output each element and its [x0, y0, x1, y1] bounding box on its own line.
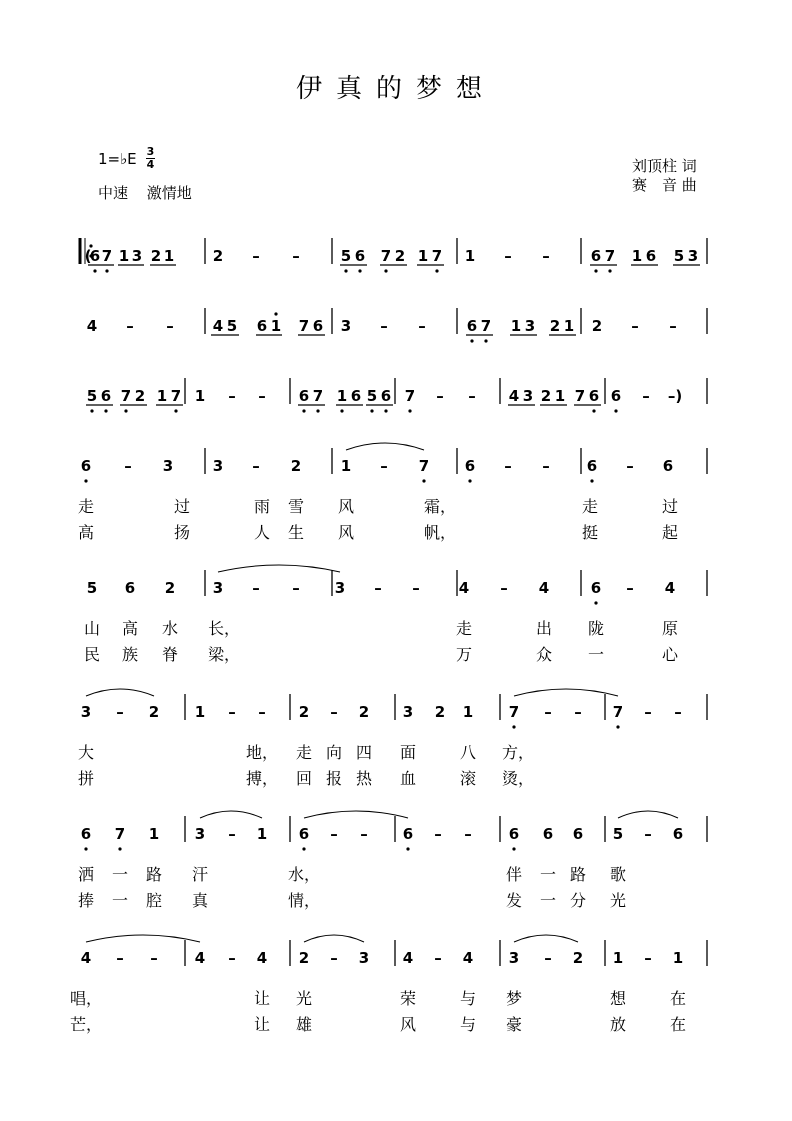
octave-dot	[512, 847, 515, 850]
note: 6	[100, 387, 112, 405]
note: 6	[466, 317, 478, 335]
octave-dot	[274, 312, 277, 315]
note: 6	[89, 247, 101, 265]
note: –	[434, 825, 442, 843]
note: –	[150, 949, 158, 967]
note: 7	[612, 703, 624, 721]
tie-arc	[304, 935, 364, 942]
note: 7	[574, 387, 586, 405]
note: 6	[256, 317, 268, 335]
note: 3	[212, 457, 224, 475]
note: –	[644, 825, 652, 843]
lyric-syllable: 汗	[191, 865, 209, 884]
note: 6	[298, 825, 310, 843]
lyric-syllable: 脊	[161, 645, 179, 664]
note: 6	[542, 825, 554, 843]
lyric-syllable: 真	[191, 891, 209, 910]
note: 7	[404, 387, 416, 405]
lyric-syllable: 方，	[501, 743, 535, 762]
note: –	[644, 949, 652, 967]
lyric-syllable: 众	[535, 645, 553, 664]
lyric-syllable: 捧	[77, 891, 95, 910]
note: 7	[508, 703, 520, 721]
note: 7	[380, 247, 392, 265]
tie-arc	[514, 689, 618, 696]
octave-dot	[84, 847, 87, 850]
octave-dot	[614, 409, 617, 412]
lyric-syllable: 唱，	[69, 989, 103, 1008]
note: 2	[290, 457, 302, 475]
note: –	[228, 703, 236, 721]
lyric-syllable: 一	[587, 645, 605, 664]
lyric-syllable: 陇	[587, 619, 605, 638]
note: (	[84, 247, 92, 265]
note: 2	[298, 949, 310, 967]
note: 5	[226, 317, 238, 335]
note: 2	[212, 247, 224, 265]
note: –	[126, 317, 134, 335]
lyric-syllable: 人	[253, 523, 271, 542]
octave-dot	[406, 847, 409, 850]
lyric-syllable: 走	[77, 497, 95, 516]
note: 3	[80, 703, 92, 721]
note: 7	[418, 457, 430, 475]
note: 1	[194, 703, 206, 721]
note: –	[116, 949, 124, 967]
note: –	[644, 703, 652, 721]
note: 6	[464, 457, 476, 475]
note: 5	[340, 247, 352, 265]
octave-dot	[358, 269, 361, 272]
tie-arc	[618, 811, 678, 818]
octave-dot	[435, 269, 438, 272]
lyric-syllable: 走	[295, 743, 313, 762]
note: –	[292, 579, 300, 597]
note: 6	[298, 387, 310, 405]
lyric-syllable: 热	[355, 769, 373, 788]
octave-dot	[316, 409, 319, 412]
octave-dot	[470, 339, 473, 342]
lyric-syllable: 地，	[245, 743, 279, 762]
lyric-syllable: 雄	[295, 1015, 313, 1034]
note: –	[500, 579, 508, 597]
octave-dot	[512, 725, 515, 728]
composer-credit: 赛 音 曲	[632, 176, 697, 194]
octave-dot	[104, 409, 107, 412]
note: 7	[114, 825, 126, 843]
note: 1	[612, 949, 624, 967]
octave-dot	[616, 725, 619, 728]
octave-dot	[93, 269, 96, 272]
lyric-syllable: 族	[121, 645, 139, 664]
lyric-syllable: 发	[505, 891, 523, 910]
note: 4	[462, 949, 474, 967]
lyric-syllable: 一	[111, 865, 129, 884]
lyric-syllable: 伴	[505, 865, 523, 884]
lyric-syllable: 起	[661, 523, 679, 542]
octave-dot	[105, 269, 108, 272]
octave-dot	[84, 479, 87, 482]
note: –	[380, 317, 388, 335]
octave-dot	[408, 409, 411, 412]
lyric-syllable: 生	[287, 523, 305, 542]
lyric-syllable: 搏，	[245, 769, 279, 788]
lyric-syllable: 出	[535, 619, 553, 638]
octave-dot	[484, 339, 487, 342]
note: 4	[80, 949, 92, 967]
lyric-syllable: 烫，	[501, 769, 535, 788]
octave-dot	[422, 479, 425, 482]
lyric-syllable: 放	[609, 1015, 627, 1034]
lyric-syllable: 扬	[173, 523, 191, 542]
octave-dot	[118, 847, 121, 850]
note: 6	[672, 825, 684, 843]
note: 1	[336, 387, 348, 405]
lyric-syllable: 风	[337, 497, 355, 516]
lyric-syllable: 让	[253, 989, 271, 1008]
octave-dot	[344, 269, 347, 272]
note: 1	[340, 457, 352, 475]
mood-label: 激情地	[146, 184, 192, 202]
note: 3	[131, 247, 143, 265]
note: 6	[80, 825, 92, 843]
tie-arc	[346, 443, 424, 450]
note: 1	[554, 387, 566, 405]
note: 1	[156, 387, 168, 405]
lyric-syllable: 想	[609, 989, 627, 1008]
lyric-syllable: 滚	[459, 769, 477, 788]
lyric-syllable: 过	[173, 497, 191, 516]
note: 3	[340, 317, 352, 335]
note: 4	[458, 579, 470, 597]
note: 3	[334, 579, 346, 597]
note: 2	[394, 247, 406, 265]
note: 6	[572, 825, 584, 843]
note: 7	[170, 387, 182, 405]
lyric-syllable: 一	[539, 865, 557, 884]
note: –	[258, 703, 266, 721]
lyric-syllable: 让	[253, 1015, 271, 1034]
octave-dot	[468, 479, 471, 482]
note: 4	[538, 579, 550, 597]
note: 6	[610, 387, 622, 405]
note: –	[542, 247, 550, 265]
note: –	[116, 703, 124, 721]
lyric-syllable: 在	[669, 989, 687, 1008]
note: –	[380, 457, 388, 475]
note: 1	[464, 247, 476, 265]
note: –	[542, 457, 550, 475]
note: 4	[664, 579, 676, 597]
note: –	[418, 317, 426, 335]
note: 1	[510, 317, 522, 335]
note: –	[642, 387, 650, 405]
song-title: 伊真的梦想	[295, 74, 496, 104]
lyric-syllable: 荣	[399, 989, 417, 1008]
octave-dot	[590, 479, 593, 482]
lyric-syllable: 一	[111, 891, 129, 910]
note: –	[669, 317, 677, 335]
note: –	[436, 387, 444, 405]
note: –	[252, 457, 260, 475]
note: 2	[134, 387, 146, 405]
note: 1	[148, 825, 160, 843]
note: 6	[402, 825, 414, 843]
note: 6	[645, 247, 657, 265]
note: –	[631, 317, 639, 335]
note: 1	[672, 949, 684, 967]
note: –	[330, 825, 338, 843]
note: –	[166, 317, 174, 335]
note: 1	[256, 825, 268, 843]
note: 1	[563, 317, 575, 335]
note: –	[228, 825, 236, 843]
lyric-syllable: 向	[325, 743, 343, 762]
note: 1	[417, 247, 429, 265]
lyric-syllable: 腔	[145, 891, 163, 910]
lyric-syllable: 回	[295, 769, 313, 788]
octave-dot	[302, 409, 305, 412]
tie-arc	[86, 689, 154, 696]
note: 3	[508, 949, 520, 967]
note: –	[258, 387, 266, 405]
note: 7	[480, 317, 492, 335]
lyric-syllable: 拼	[77, 769, 95, 788]
octave-dot	[124, 409, 127, 412]
note: 3	[522, 387, 534, 405]
lyric-syllable: 光	[295, 989, 313, 1008]
note: –	[504, 457, 512, 475]
time-bottom: 4	[146, 158, 155, 171]
note: 2	[434, 703, 446, 721]
tie-arc	[304, 811, 408, 818]
note: 7	[431, 247, 443, 265]
note: 6	[124, 579, 136, 597]
note: 1	[163, 247, 175, 265]
note: 1	[270, 317, 282, 335]
note: 2	[358, 703, 370, 721]
note: 6	[590, 247, 602, 265]
note: 2	[591, 317, 603, 335]
note: 2	[298, 703, 310, 721]
lyricist-credit: 刘顶柱 词	[632, 157, 697, 175]
note: 7	[298, 317, 310, 335]
lyric-syllable: 民	[83, 645, 101, 664]
octave-dot	[384, 269, 387, 272]
note: 2	[148, 703, 160, 721]
note: –	[292, 247, 300, 265]
note: –	[504, 247, 512, 265]
note: 4	[256, 949, 268, 967]
tie-arc	[218, 565, 340, 572]
lyric-syllable: 梦	[505, 989, 523, 1008]
note: 4	[194, 949, 206, 967]
lyric-syllable: 路	[569, 865, 587, 884]
note: 7	[312, 387, 324, 405]
note: 7	[120, 387, 132, 405]
octave-dot	[90, 409, 93, 412]
lyric-syllable: 血	[399, 769, 417, 788]
note: –	[330, 703, 338, 721]
note: 5	[366, 387, 378, 405]
note: 4	[402, 949, 414, 967]
lyric-syllable: 芒，	[69, 1015, 103, 1034]
tempo-label: 中速	[98, 184, 129, 202]
lyric-syllable: 豪	[505, 1015, 523, 1034]
note: 1	[118, 247, 130, 265]
note: 2	[164, 579, 176, 597]
note: 5	[86, 387, 98, 405]
note: 6	[588, 387, 600, 405]
lyric-syllable: 四	[355, 743, 373, 762]
note: 6	[80, 457, 92, 475]
note: 3	[687, 247, 699, 265]
lyric-syllable: 水，	[287, 865, 321, 884]
note: 2	[540, 387, 552, 405]
note: 3	[212, 579, 224, 597]
note: 6	[380, 387, 392, 405]
lyric-syllable: 报	[325, 769, 343, 788]
lyric-syllable: 心	[661, 645, 679, 664]
lyric-syllable: 大	[77, 743, 95, 762]
octave-dot	[340, 409, 343, 412]
lyric-syllable: 路	[145, 865, 163, 884]
note: 4	[508, 387, 520, 405]
tie-arc	[86, 935, 200, 942]
lyric-syllable: 原	[661, 619, 679, 638]
note: –	[228, 949, 236, 967]
note: 2	[549, 317, 561, 335]
note: 6	[354, 247, 366, 265]
note: –	[468, 387, 476, 405]
octave-dot	[594, 269, 597, 272]
lyric-syllable: 雨	[253, 497, 271, 516]
note: –	[544, 949, 552, 967]
lyric-syllable: 山	[83, 619, 101, 638]
lyric-syllable: 情，	[287, 891, 321, 910]
note: –	[360, 825, 368, 843]
octave-dot	[384, 409, 387, 412]
lyric-syllable: 面	[399, 743, 417, 762]
note: 6	[586, 457, 598, 475]
lyric-syllable: 洒	[77, 865, 95, 884]
note: 5	[612, 825, 624, 843]
lyric-syllable: 在	[669, 1015, 687, 1034]
note: –	[674, 703, 682, 721]
lyric-syllable: 走	[455, 619, 473, 638]
note: 2	[150, 247, 162, 265]
note: 1	[462, 703, 474, 721]
lyric-syllable: 与	[459, 989, 477, 1008]
octave-dot	[608, 269, 611, 272]
lyric-syllable: 长，	[207, 619, 241, 638]
note: –	[228, 387, 236, 405]
note: 3	[194, 825, 206, 843]
lyric-syllable: 分	[569, 891, 587, 910]
note: –	[330, 949, 338, 967]
note: 6	[662, 457, 674, 475]
note: 1	[631, 247, 643, 265]
octave-dot	[594, 601, 597, 604]
note: 3	[358, 949, 370, 967]
key-label: 1=♭E	[98, 150, 137, 168]
octave-dot	[370, 409, 373, 412]
lyric-syllable: 挺	[581, 523, 599, 542]
note: 6	[508, 825, 520, 843]
lyric-syllable: 水	[161, 619, 179, 638]
octave-dot	[302, 847, 305, 850]
lyric-syllable: 雪	[287, 497, 305, 516]
lyric-syllable: 梁，	[207, 645, 241, 664]
note: –	[374, 579, 382, 597]
lyric-syllable: 风	[337, 523, 355, 542]
lyric-syllable: 走	[581, 497, 599, 516]
lyric-syllable: 高	[121, 619, 139, 638]
note: –	[626, 579, 634, 597]
note: –	[412, 579, 420, 597]
note: –	[124, 457, 132, 475]
tie-arc	[514, 935, 578, 942]
note: 6	[590, 579, 602, 597]
note: 4	[86, 317, 98, 335]
note: –	[252, 247, 260, 265]
lyric-syllable: 过	[661, 497, 679, 516]
note: –	[574, 703, 582, 721]
lyric-syllable: 风	[399, 1015, 417, 1034]
note: 7	[101, 247, 113, 265]
time-top: 3	[146, 145, 155, 158]
tie-arc	[200, 811, 262, 818]
note: –	[544, 703, 552, 721]
note: 6	[312, 317, 324, 335]
note: 4	[212, 317, 224, 335]
note: 5	[673, 247, 685, 265]
note: 6	[350, 387, 362, 405]
octave-dot	[174, 409, 177, 412]
note: 5	[86, 579, 98, 597]
lyric-syllable: 高	[77, 523, 95, 542]
note: 3	[402, 703, 414, 721]
lyric-syllable: 光	[609, 891, 627, 910]
note: 3	[524, 317, 536, 335]
lyric-syllable: 帆，	[423, 523, 457, 542]
note: –	[626, 457, 634, 475]
note: –	[252, 579, 260, 597]
note: 2	[572, 949, 584, 967]
lyric-syllable: 与	[459, 1015, 477, 1034]
octave-dot	[592, 409, 595, 412]
note: –	[434, 949, 442, 967]
note: 1	[194, 387, 206, 405]
lyric-syllable: 一	[539, 891, 557, 910]
lyric-syllable: 霜，	[423, 497, 457, 516]
lyric-syllable: 歌	[609, 865, 627, 884]
note: –	[464, 825, 472, 843]
lyric-syllable: 万	[455, 645, 473, 664]
note: 7	[604, 247, 616, 265]
note: 3	[162, 457, 174, 475]
lyric-syllable: 八	[459, 743, 477, 762]
note: –)	[667, 387, 683, 405]
